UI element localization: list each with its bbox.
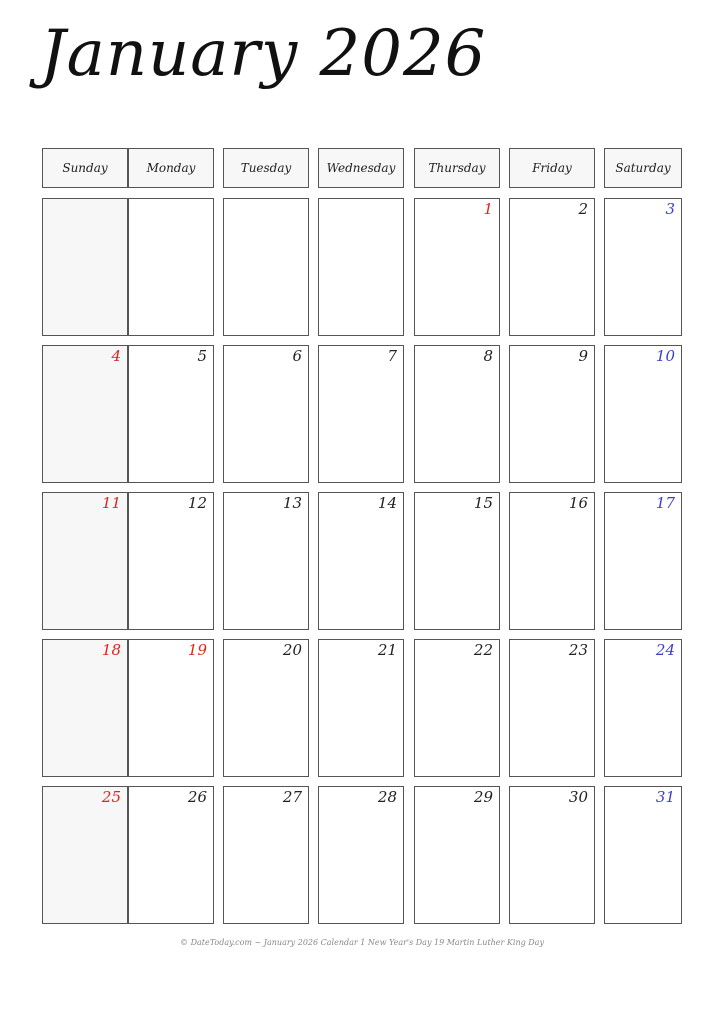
day-cell-8[interactable] — [414, 345, 500, 483]
day-number: 24 — [655, 641, 675, 659]
day-number: 12 — [187, 494, 207, 512]
empty-day-cell[interactable] — [128, 198, 214, 336]
day-number: 26 — [187, 788, 207, 806]
day-cell-29[interactable] — [414, 786, 500, 924]
day-number: 23 — [568, 641, 588, 659]
day-number: 31 — [655, 788, 675, 806]
day-cell-1[interactable] — [414, 198, 500, 336]
day-cell-9[interactable] — [509, 345, 595, 483]
day-cell-12[interactable] — [128, 492, 214, 630]
calendar-grid — [42, 198, 682, 924]
day-number: 22 — [473, 641, 493, 659]
day-cell-27[interactable] — [223, 786, 309, 924]
day-cell-23[interactable] — [509, 639, 595, 777]
day-number: 1 — [483, 200, 493, 218]
day-number: 17 — [655, 494, 675, 512]
weekday-header-row — [42, 148, 682, 190]
empty-day-cell[interactable] — [318, 198, 404, 336]
day-cell-17[interactable] — [604, 492, 682, 630]
day-number: 15 — [473, 494, 493, 512]
day-cell-25[interactable] — [42, 786, 128, 924]
day-number: 16 — [568, 494, 588, 512]
footer-credit: © DateToday.com ~ January 2026 Calendar 1 New Year's Day 19 Martin Luther King Day — [180, 938, 544, 947]
empty-day-cell[interactable] — [42, 198, 128, 336]
day-cell-7[interactable] — [318, 345, 404, 483]
day-number: 25 — [101, 788, 121, 806]
day-cell-26[interactable] — [128, 786, 214, 924]
day-number: 7 — [387, 347, 397, 365]
weekday-wednesday: Wednesday — [318, 148, 404, 188]
day-cell-22[interactable] — [414, 639, 500, 777]
day-number: 6 — [292, 347, 302, 365]
day-cell-28[interactable] — [318, 786, 404, 924]
day-number: 5 — [197, 347, 207, 365]
day-number: 9 — [578, 347, 588, 365]
day-number: 28 — [377, 788, 397, 806]
day-number: 21 — [377, 641, 397, 659]
day-cell-2[interactable] — [509, 198, 595, 336]
day-cell-14[interactable] — [318, 492, 404, 630]
day-number: 14 — [377, 494, 397, 512]
day-number: 2 — [578, 200, 588, 218]
day-number: 4 — [111, 347, 121, 365]
day-number: 3 — [665, 200, 675, 218]
weekday-tuesday: Tuesday — [223, 148, 309, 188]
day-cell-31[interactable] — [604, 786, 682, 924]
day-cell-16[interactable] — [509, 492, 595, 630]
day-cell-24[interactable] — [604, 639, 682, 777]
weekday-friday: Friday — [509, 148, 595, 188]
day-number: 13 — [282, 494, 302, 512]
day-number: 11 — [101, 494, 121, 512]
day-cell-6[interactable] — [223, 345, 309, 483]
day-number: 10 — [655, 347, 675, 365]
day-number: 29 — [473, 788, 493, 806]
day-number: 20 — [282, 641, 302, 659]
day-cell-30[interactable] — [509, 786, 595, 924]
day-cell-4[interactable] — [42, 345, 128, 483]
weekday-saturday: Saturday — [604, 148, 682, 188]
day-number: 27 — [282, 788, 302, 806]
day-number: 8 — [483, 347, 493, 365]
day-cell-15[interactable] — [414, 492, 500, 630]
day-cell-18[interactable] — [42, 639, 128, 777]
day-number: 30 — [568, 788, 588, 806]
day-number: 19 — [187, 641, 207, 659]
day-cell-21[interactable] — [318, 639, 404, 777]
empty-day-cell[interactable] — [223, 198, 309, 336]
calendar-title: January 2026 — [40, 17, 487, 91]
day-cell-11[interactable] — [42, 492, 128, 630]
weekday-monday: Monday — [128, 148, 214, 188]
day-cell-19[interactable] — [128, 639, 214, 777]
weekday-thursday: Thursday — [414, 148, 500, 188]
day-number: 18 — [101, 641, 121, 659]
weekday-sunday: Sunday — [42, 148, 128, 188]
day-cell-3[interactable] — [604, 198, 682, 336]
day-cell-20[interactable] — [223, 639, 309, 777]
day-cell-13[interactable] — [223, 492, 309, 630]
day-cell-5[interactable] — [128, 345, 214, 483]
day-cell-10[interactable] — [604, 345, 682, 483]
